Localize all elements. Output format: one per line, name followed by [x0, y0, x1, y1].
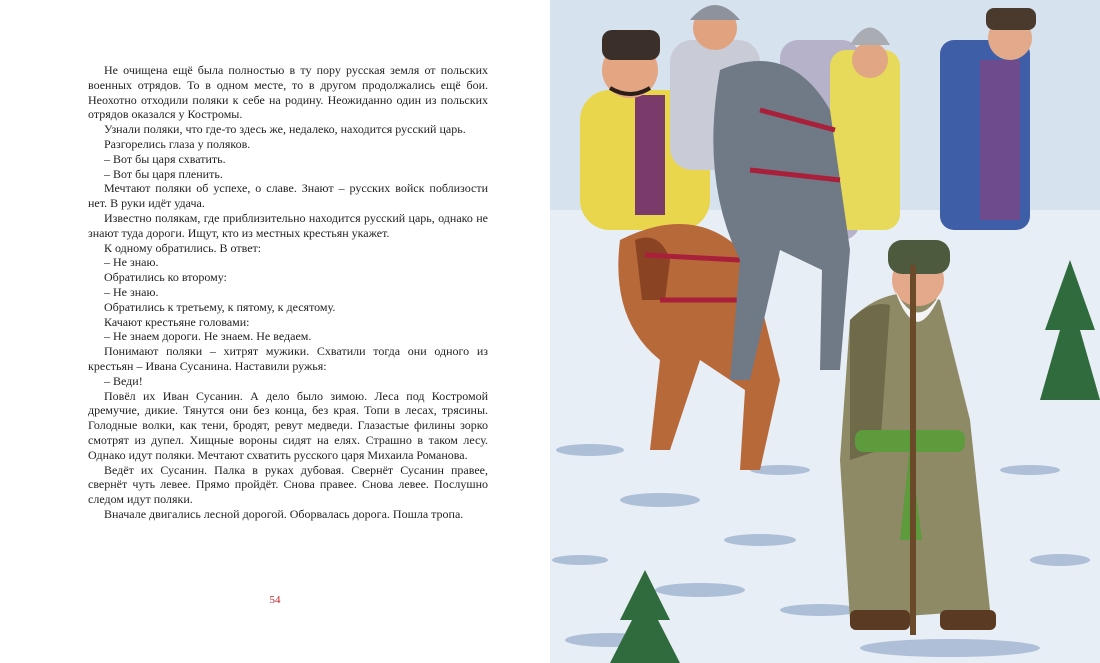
text-column — [88, 63, 488, 522]
paragraph-4: – Вот бы царя схватить. — [104, 151, 226, 166]
paragraph-3: Разгорелись глаза у поляков. — [104, 136, 251, 151]
paragraph-11: – Не знаю. — [104, 284, 159, 299]
paragraph-2: Узнали поляки, что где-то здесь же, недалеко, находится русский царь. — [104, 122, 466, 137]
paragraph-12: Обратились к третьему, к пятому, к десятому. — [104, 299, 336, 314]
page-number: 54 — [269, 594, 281, 606]
paragraph-1: Не очищена ещё была полностью в ту пору русская земля от польских военных отрядов. То в одном месте, то в другом продолжались ещё бои. Неохотно отходили поляки к себе на родину. Неожиданно один из польских отрядов оказался у Костромы. — [88, 63, 488, 122]
illustration — [550, 0, 1100, 663]
illustration-page — [550, 0, 1100, 663]
paragraph-13: Качают крестьяне головами: — [104, 314, 250, 329]
paragraph-5: – Вот бы царя пленить. — [104, 166, 223, 181]
paragraph-8: К одному обратились. В ответ: — [104, 240, 262, 255]
oak-staff — [910, 265, 916, 635]
paragraph-6: Мечтают поляки об успехе, о славе. Знают – русских войск поблизости нет. В руки идёт удача. — [88, 181, 488, 211]
paragraph-9: – Не знаю. — [104, 255, 159, 270]
paragraph-7: Известно полякам, где приблизительно находится русский царь, однако не знают туда дороги. Ищут, кто из местных крестьян укажет. — [88, 210, 488, 240]
paragraph-18: Ведёт их Сусанин. Палка в руках дубовая. Свернёт Сусанин правее, свернёт чуть левее. Прямо пройдёт. Снова правее. Снова левее. Послушно следом идут поляки. — [88, 462, 488, 507]
paragraph-16: – Веди! — [104, 373, 143, 388]
paragraph-10: Обратились ко второму: — [104, 270, 227, 285]
paragraph-15: Понимают поляки – хитрят мужики. Схватили тогда они одного из крестьян – Ивана Сусанина. Наставили ружья: — [88, 344, 488, 373]
paragraph-17: Повёл их Иван Сусанин. А дело было зимою. Леса под Костромой дремучие, дикие. Тянутся они без конца, без края. Топи в лесах, трясины. Голодные волки, как тени, бродят, ревут медведи. Глазастые филины зорко смотрят из дупел. Хищные вороны сидят на елях. Страшно в таком лесу. Однако идут поляки. Мечтают схватить русского царя Михаила Романова. — [88, 388, 488, 462]
paragraph-19: Вначале двигались лесной дорогой. Оборвалась дорога. Пошла тропа. — [104, 506, 464, 521]
paragraph-14: – Не знаем дороги. Не знаем. Не ведаем. — [104, 329, 312, 344]
